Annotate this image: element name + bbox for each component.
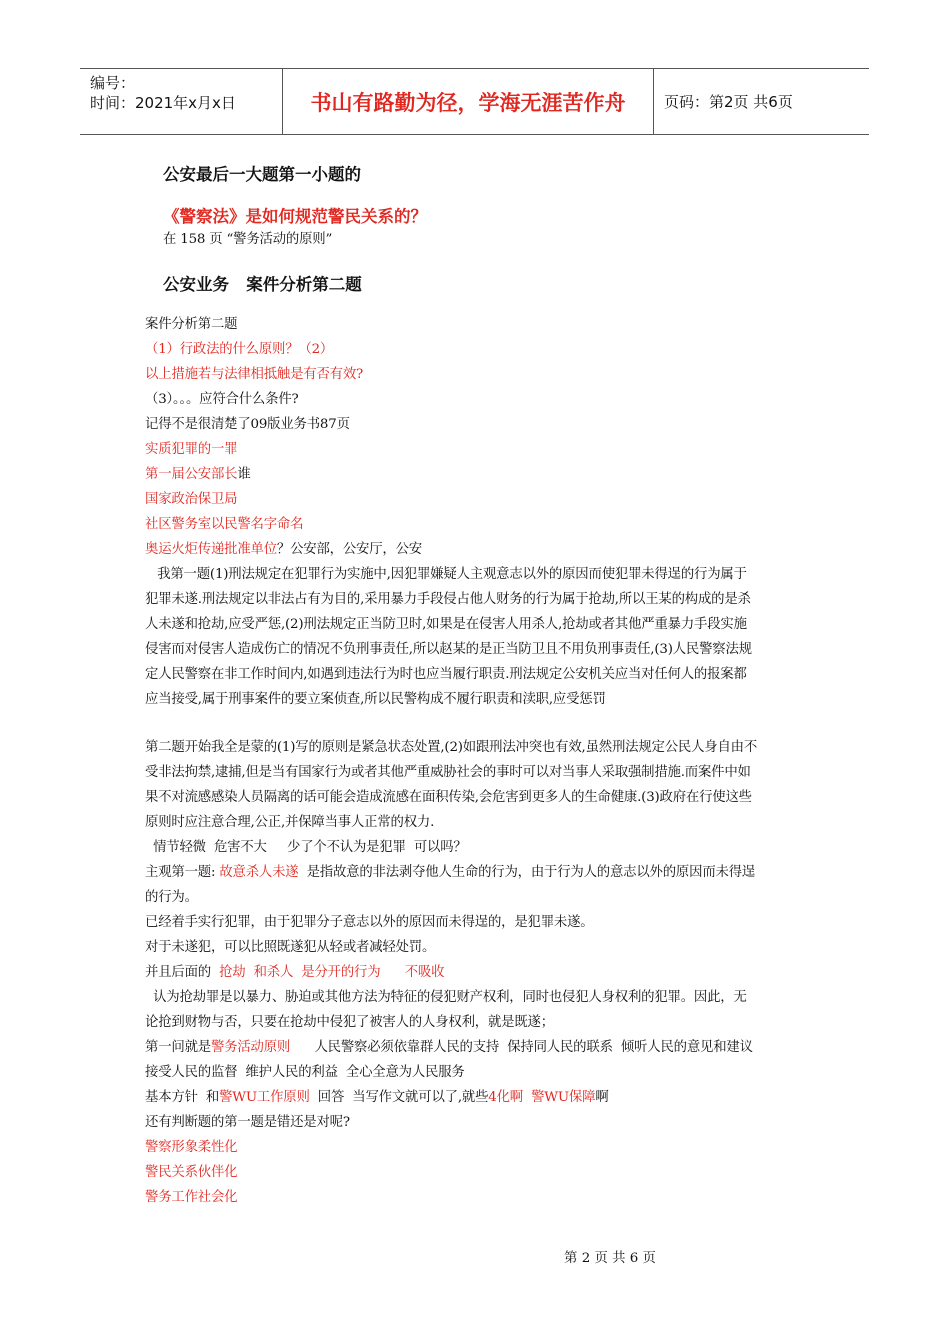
header-motto: 书山有路勤为径，学海无涯苦作舟 [283,69,654,134]
paragraph-2 [145,735,811,835]
header-time: 时间：2021年x月x日 [90,94,236,112]
para-red-text: 警务活动原则 [210,1040,291,1055]
para-text: 基本方针 和 [145,1090,220,1105]
para-line: 侵害而对侵害人造成伤亡的情况不负刑事责任,所以赵某的是正当防卫且不用负刑事责任,(3)人民警察法规 [145,642,752,657]
para-red-text: 故意杀人未遂 [219,865,299,880]
page-header [80,68,869,135]
section1-title: 公安最后一大题第一小题的 [163,165,361,184]
para-text: 啊 [595,1090,609,1105]
para-line: 我第一题(1)刑法规定在犯罪行为实施中,因犯罪嫌疑人主观意志以外的原因而使犯罪未得逞的行为属于 [145,567,747,582]
notes-block [145,312,811,562]
para-line: 警察形象柔性化 [145,1140,238,1155]
note-red-text: 奥运火炬传递批准单位 [145,542,277,557]
section1-question: 《警察法》是如何规范警民关系的？ [163,207,427,226]
para-red-text: 4化啊 警WU保障 [488,1090,596,1105]
note-line: （1）行政法的什么原则？（2） [145,342,334,357]
note-line [145,462,811,487]
para-line [145,1085,811,1110]
note-text: 谁 [237,467,251,482]
para-line: 已经着手实行犯罪，由于犯罪分子意志以外的原因而未得逞的，是犯罪未遂。 [145,915,594,930]
para-line: 接受人民的监督 维护人民的利益 全心全意为人民服务 [145,1065,465,1080]
para-text: 主观第一题: [145,865,220,880]
para-line: 第二题开始我全是蒙的(1)写的原则是紧急状态处置,(2)如跟刑法冲突也有效,虽然刑法规定公民人身自由不 [145,740,758,755]
para-red-text: 抢劫 和杀人 是分开的行为 不吸收 [215,965,445,980]
header-number: 编号： [90,74,136,92]
para-line: 论抢到财物与否，只要在抢劫中侵犯了被害人的人身权利，就是既遂； [145,1015,554,1030]
para-line: 警民关系伙伴化 [145,1165,238,1180]
para-text: 是指故意的非法剥夺他人生命的行为，由于行为人的意志以外的原因而未得逞 [298,865,756,880]
note-line: 以上措施若与法律相抵触是有否有效? [145,367,364,382]
header-page-code: 页码：第2页 共6页 [664,93,793,111]
section1-ref: 在 158 页 “警务活动的原则” [163,232,333,247]
section2-title: 公安业务 案件分析第二题 [163,275,362,294]
para-line: 定人民警察在非工作时间内,如遇到违法行为时也应当履行职责.刑法规定公安机关应当对任何人的报案都 [145,667,747,682]
note-text: ？公安部，公安厅，公安 [276,542,423,557]
para-text: 并且后面的 [145,965,216,980]
para-line: 原则时应注意合理,公正,并保障当事人正常的权力. [145,815,435,830]
para-line: 情节轻微 危害不大 少了个不认为是犯罪 可以吗？ [145,840,467,855]
note-line: 记得不是很清楚了09版业务书87页 [145,417,350,432]
note-line: 国家政治保卫局 [145,492,238,507]
note-line: （3）。。。应符合什么条件? [145,392,299,407]
para-line: 警务工作社会化 [145,1190,238,1205]
para-line: 犯罪未遂.刑法规定以非法占有为目的,采用暴力手段侵占他人财务的行为属于抢劫,所以王某的构成的是杀 [145,592,751,607]
paragraph-1 [145,562,811,712]
para-line [145,960,811,985]
para-line: 对于未遂犯，可以比照既遂犯从轻或者减轻处罚。 [145,940,436,955]
para-line: 还有判断题的第一题是错还是对呢? [145,1115,350,1130]
para-line: 认为抢劫罪是以暴力、胁迫或其他方法为特征的侵犯财产权利，同时也侵犯人身权利的犯罪。因此，无 [145,990,747,1005]
para-text: 第一问就是 [145,1040,211,1055]
para-line [145,860,811,885]
page-footer: 第 2 页 共 6 页 [564,1251,656,1266]
para-line: 人未遂和抢劫,应受严惩,(2)刑法规定正当防卫时,如果是在侵害人用杀人,抢劫或者其他严重暴力手段实施 [145,617,747,632]
para-line: 果不对流感感染人员隔离的话可能会造成流感在面积传染,会危害到更多人的生命健康.(3)政府在行使这些 [145,790,752,805]
para-line: 应当接受,属于刑事案件的要立案侦查,所以民警构成不履行职责和渎职,应受惩罚 [145,692,606,707]
para-line [145,1035,811,1060]
note-line: 实质犯罪的一罪 [145,442,238,457]
note-line: 社区警务室以民警名字命名 [145,517,304,532]
paragraph-3 [145,835,811,1210]
para-line: 的行为。 [145,890,198,905]
note-line [145,537,811,562]
note-red-text: 第一届公安部长 [145,467,238,482]
para-red-text: 警WU工作原则 [219,1090,310,1105]
para-line: 受非法拘禁,逮捕,但是当有国家行为或者其他严重威胁社会的事时可以对当事人采取强制措施.而案件中如 [145,765,751,780]
header-meta [80,69,283,134]
para-text: 回答 当写作文就可以了,就些 [309,1090,489,1105]
note-line: 案件分析第二题 [145,317,238,332]
para-text: 人民警察必须依靠群人民的支持 保持同人民的联系 倾听人民的意见和建议 [290,1040,753,1055]
